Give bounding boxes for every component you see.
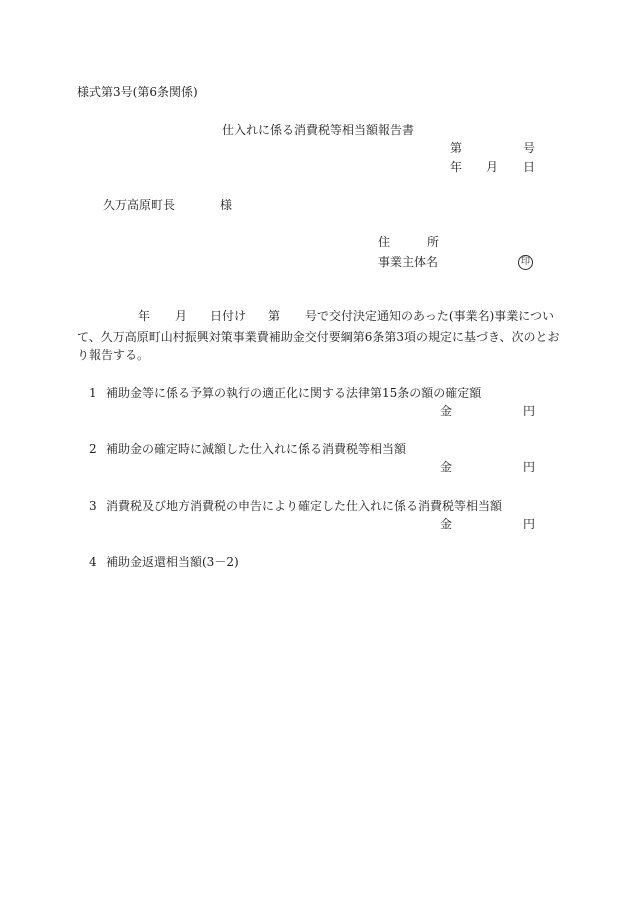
amount-suffix: 円 <box>523 517 536 531</box>
body-year-label: 年 <box>138 309 151 323</box>
item-label: 補助金の確定時に減額した仕入れに係る消費税等相当額 <box>106 442 407 456</box>
body-number-prefix: 第 <box>268 309 281 323</box>
item-label: 補助金等に係る予算の執行の適正化に関する法律第15条の額の確定額 <box>106 386 482 400</box>
address-label-second: 所 <box>427 235 440 249</box>
date-month-label: 月 <box>486 160 499 174</box>
item-number: 3 <box>89 499 97 513</box>
amount-prefix: 金 <box>440 460 453 474</box>
document-number-prefix: 第 <box>450 141 463 155</box>
item-label: 消費税及び地方消費税の申告により確定した仕入れに係る消費税等相当額 <box>106 499 503 513</box>
seal-icon: 印 <box>518 255 533 270</box>
body-day-label: 日付け <box>210 309 247 323</box>
amount-prefix: 金 <box>440 404 453 418</box>
amount-prefix: 金 <box>440 517 453 531</box>
addressee-name: 久万高原町長 <box>103 198 176 212</box>
applicant-name-label: 事業主体名 <box>378 255 439 269</box>
addressee-honorific: 様 <box>220 198 233 212</box>
body-line3-text: り報告する。 <box>77 348 150 362</box>
item-number: 4 <box>89 555 97 569</box>
body-line2-text: て、久万高原町山村振興対策事業費補助金交付要綱第6条第3項の規定に基づき、次のとお <box>77 330 560 344</box>
body-line1-text: 号で交付決定通知のあった(事業名)事業につい <box>305 309 555 323</box>
document-title: 仕入れに係る消費税等相当額報告書 <box>222 123 415 137</box>
item-number: 1 <box>89 386 97 400</box>
date-year-label: 年 <box>450 160 463 174</box>
address-label-first: 住 <box>378 235 391 249</box>
body-month-label: 月 <box>175 309 188 323</box>
document-number-suffix: 号 <box>523 141 536 155</box>
amount-suffix: 円 <box>523 404 536 418</box>
item-label: 補助金返還相当額(3－2) <box>106 555 239 569</box>
date-day-label: 日 <box>523 160 536 174</box>
form-number: 様式第3号(第6条関係) <box>77 85 198 99</box>
item-number: 2 <box>89 442 97 456</box>
amount-suffix: 円 <box>523 460 536 474</box>
